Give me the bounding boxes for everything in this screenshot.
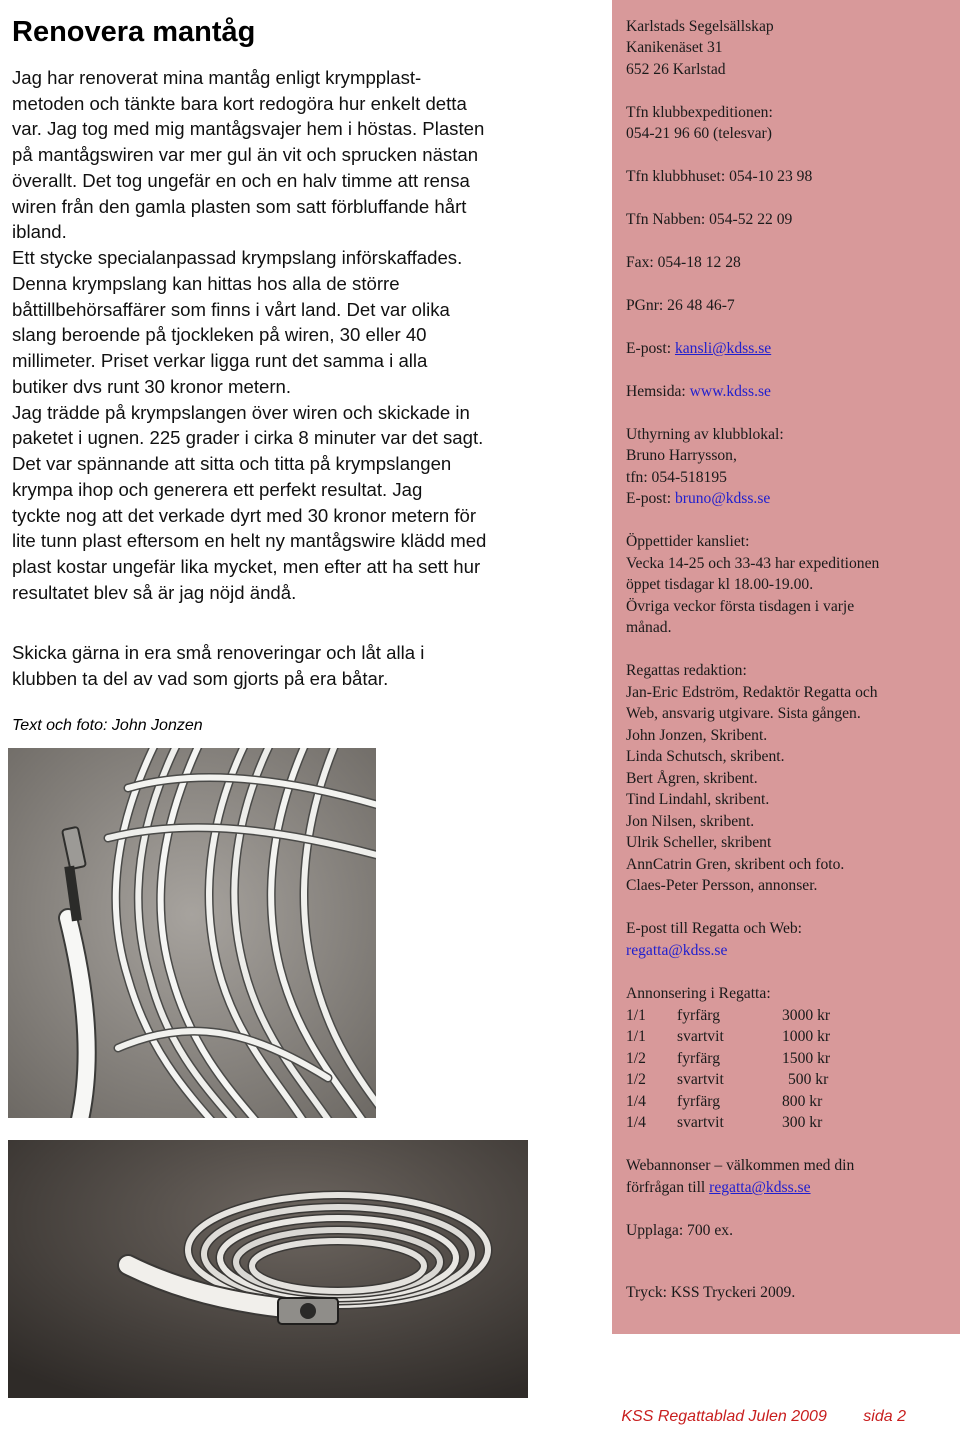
- fax-number: Fax: 054-18 12 28: [626, 254, 741, 271]
- ad-type: svartvit: [677, 1114, 724, 1131]
- website-link[interactable]: www.kdss.se: [689, 383, 771, 400]
- office-hours-line: månad.: [626, 619, 672, 636]
- rental-title: Uthyrning av klubblokal:: [626, 426, 784, 443]
- editorial-line: Jan-Eric Edström, Redaktör Regatta och: [626, 684, 878, 701]
- web-ads-email-link[interactable]: regatta@kdss.se: [709, 1179, 811, 1196]
- rental-email-label: E-post:: [626, 490, 675, 507]
- body-line: Denna krympslang kan hittas hos alla de större: [12, 273, 400, 294]
- rental-email-row: [626, 490, 770, 508]
- ad-type: fyrfärg: [677, 1093, 721, 1110]
- ad-size: 1/2: [626, 1050, 646, 1067]
- office-hours-line: öppet tisdagar kl 18.00-19.00.: [626, 576, 814, 593]
- email-row: [626, 340, 771, 358]
- body-line: resultatet blev så är jag nöjd ändå.: [12, 582, 297, 603]
- body-line: krympa ihop och generera ett perfekt resultat. Jag: [12, 479, 423, 500]
- ad-size: 1/2: [626, 1071, 646, 1088]
- body-line: Jag trädde på krympslangen över wiren och skickade in: [12, 402, 470, 423]
- body-line: Jag har renoverat mina mantåg enligt krympplast-: [12, 67, 422, 88]
- phone-clubhouse: Tfn klubbhuset: 054-10 23 98: [626, 168, 813, 185]
- body-line: Ett stycke specialanpassad krympslang införskaffades.: [12, 247, 463, 268]
- email-label: E-post:: [626, 340, 675, 357]
- closing-line: klubben ta del av vad som gjorts på era båtar.: [12, 668, 389, 689]
- wire-coil-photo: [8, 748, 376, 1118]
- ad-size: 1/1: [626, 1028, 646, 1045]
- editorial-line: Bert Ågren, skribent.: [626, 770, 758, 787]
- phone-office-number: 054-21 96 60 (telesvar): [626, 125, 772, 142]
- website-row: [626, 383, 771, 401]
- ad-price: 1500 kr: [782, 1050, 831, 1067]
- editorial-line: Linda Schutsch, skribent.: [626, 748, 785, 765]
- postgiro-number: PGnr: 26 48 46-7: [626, 297, 735, 314]
- ad-price: 800 kr: [782, 1093, 823, 1110]
- office-hours-line: Vecka 14-25 och 33-43 har expeditionen: [626, 555, 880, 572]
- ad-type: svartvit: [677, 1071, 724, 1088]
- ad-size: 1/4: [626, 1093, 646, 1110]
- rental-contact-name: Bruno Harrysson,: [626, 447, 737, 464]
- body-line: överallt. Det tog ungefär en och en halv timme att rensa: [12, 170, 470, 191]
- ad-price: 3000 kr: [782, 1007, 831, 1024]
- ad-type: fyrfärg: [677, 1007, 721, 1024]
- editorial-line: Claes-Peter Persson, annonser.: [626, 877, 818, 894]
- body-line: paketet i ugnen. 225 grader i cirka 8 minuter var det sagt.: [12, 427, 484, 448]
- web-ads-prefix: förfrågan till: [626, 1179, 710, 1196]
- website-label: Hemsida:: [626, 383, 690, 400]
- body-line: båttillbehörsaffärer som finns i vårt land. Det var olika: [12, 299, 450, 320]
- printer: Tryck: KSS Tryckeri 2009.: [626, 1284, 796, 1301]
- body-line: butiker dvs runt 30 kronor metern.: [12, 376, 292, 397]
- article-title: Renovera mantåg: [12, 16, 256, 48]
- closing-line: Skicka gärna in era små renoveringar och låt alla i: [12, 642, 425, 663]
- ad-price: 500 kr: [788, 1071, 829, 1088]
- office-hours-title: Öppettider kansliet:: [626, 533, 750, 550]
- body-line: ibland.: [12, 221, 67, 242]
- web-ads-line: Webannonser – välkommen med din: [626, 1157, 855, 1174]
- email-link[interactable]: kansli@kdss.se: [674, 340, 772, 357]
- footer-publication: KSS Regattablad Julen 2009: [621, 1408, 827, 1425]
- rental-phone: tfn: 054-518195: [626, 469, 727, 486]
- ad-price: 1000 kr: [782, 1028, 831, 1045]
- rental-email-link[interactable]: bruno@kdss.se: [674, 490, 771, 507]
- body-line: metoden och tänkte bara kort redogöra hur enkelt detta: [12, 93, 467, 114]
- editorial-line: Jon Nilsen, skribent.: [626, 813, 755, 830]
- editorial-line: Ulrik Scheller, skribent: [626, 834, 772, 851]
- ad-price: 300 kr: [782, 1114, 823, 1131]
- org-name: Karlstads Segelsällskap: [626, 18, 774, 35]
- editorial-line: Tind Lindahl, skribent.: [626, 791, 770, 808]
- web-ads-row: [626, 1179, 811, 1197]
- ad-type: svartvit: [677, 1028, 724, 1045]
- phone-office-label: Tfn klubbexpeditionen:: [626, 104, 773, 121]
- club-info-sidebar: [612, 0, 960, 1334]
- footer-page-number: sida 2: [863, 1408, 906, 1425]
- body-line: tyckte nog att det verkade dyrt med 30 kronor metern för: [12, 505, 477, 526]
- address-line: Kanikenäset 31: [626, 39, 723, 56]
- ad-rates-title: Annonsering i Regatta:: [626, 985, 771, 1002]
- ad-size: 1/4: [626, 1114, 646, 1131]
- regatta-email-link[interactable]: regatta@kdss.se: [626, 942, 728, 959]
- editorial-line: AnnCatrin Gren, skribent och foto.: [626, 856, 845, 873]
- wire-fitting-photo: [8, 1140, 528, 1398]
- body-line: plast kostar ungefär lika mycket, men efter att ha sett hur: [12, 556, 481, 577]
- address-line: 652 26 Karlstad: [626, 61, 726, 78]
- ad-size: 1/1: [626, 1007, 646, 1024]
- body-line: millimeter. Priset verkar ligga runt det samma i alla: [12, 350, 428, 371]
- body-line: Det var spännande att sitta och titta på krympslangen: [12, 453, 452, 474]
- body-line: lite tunn plast eftersom en helt ny mantågswire klädd med: [12, 530, 487, 551]
- body-line: slang beroende på tjockleken på wiren, 30 eller 40: [12, 324, 427, 345]
- phone-nabben: Tfn Nabben: 054-52 22 09: [626, 211, 793, 228]
- circulation: Upplaga: 700 ex.: [626, 1222, 733, 1239]
- page-footer: [621, 1408, 906, 1426]
- regatta-email-label: E-post till Regatta och Web:: [626, 920, 803, 937]
- office-hours-line: Övriga veckor första tisdagen i varje: [626, 598, 855, 615]
- ad-type: fyrfärg: [677, 1050, 721, 1067]
- editorial-line: Web, ansvarig utgivare. Sista gången.: [626, 705, 861, 722]
- body-line: var. Jag tog med mig mantågsvajer hem i höstas. Plasten: [12, 118, 485, 139]
- photo-credit: Text och foto: John Jonzen: [12, 717, 203, 734]
- body-line: på mantågswiren var mer gul än vit och sprucken nästan: [12, 144, 479, 165]
- body-line: wiren från den gamla plasten som satt förbluffande hårt: [12, 196, 467, 217]
- editorial-title: Regattas redaktion:: [626, 662, 747, 679]
- editorial-line: John Jonzen, Skribent.: [626, 727, 768, 744]
